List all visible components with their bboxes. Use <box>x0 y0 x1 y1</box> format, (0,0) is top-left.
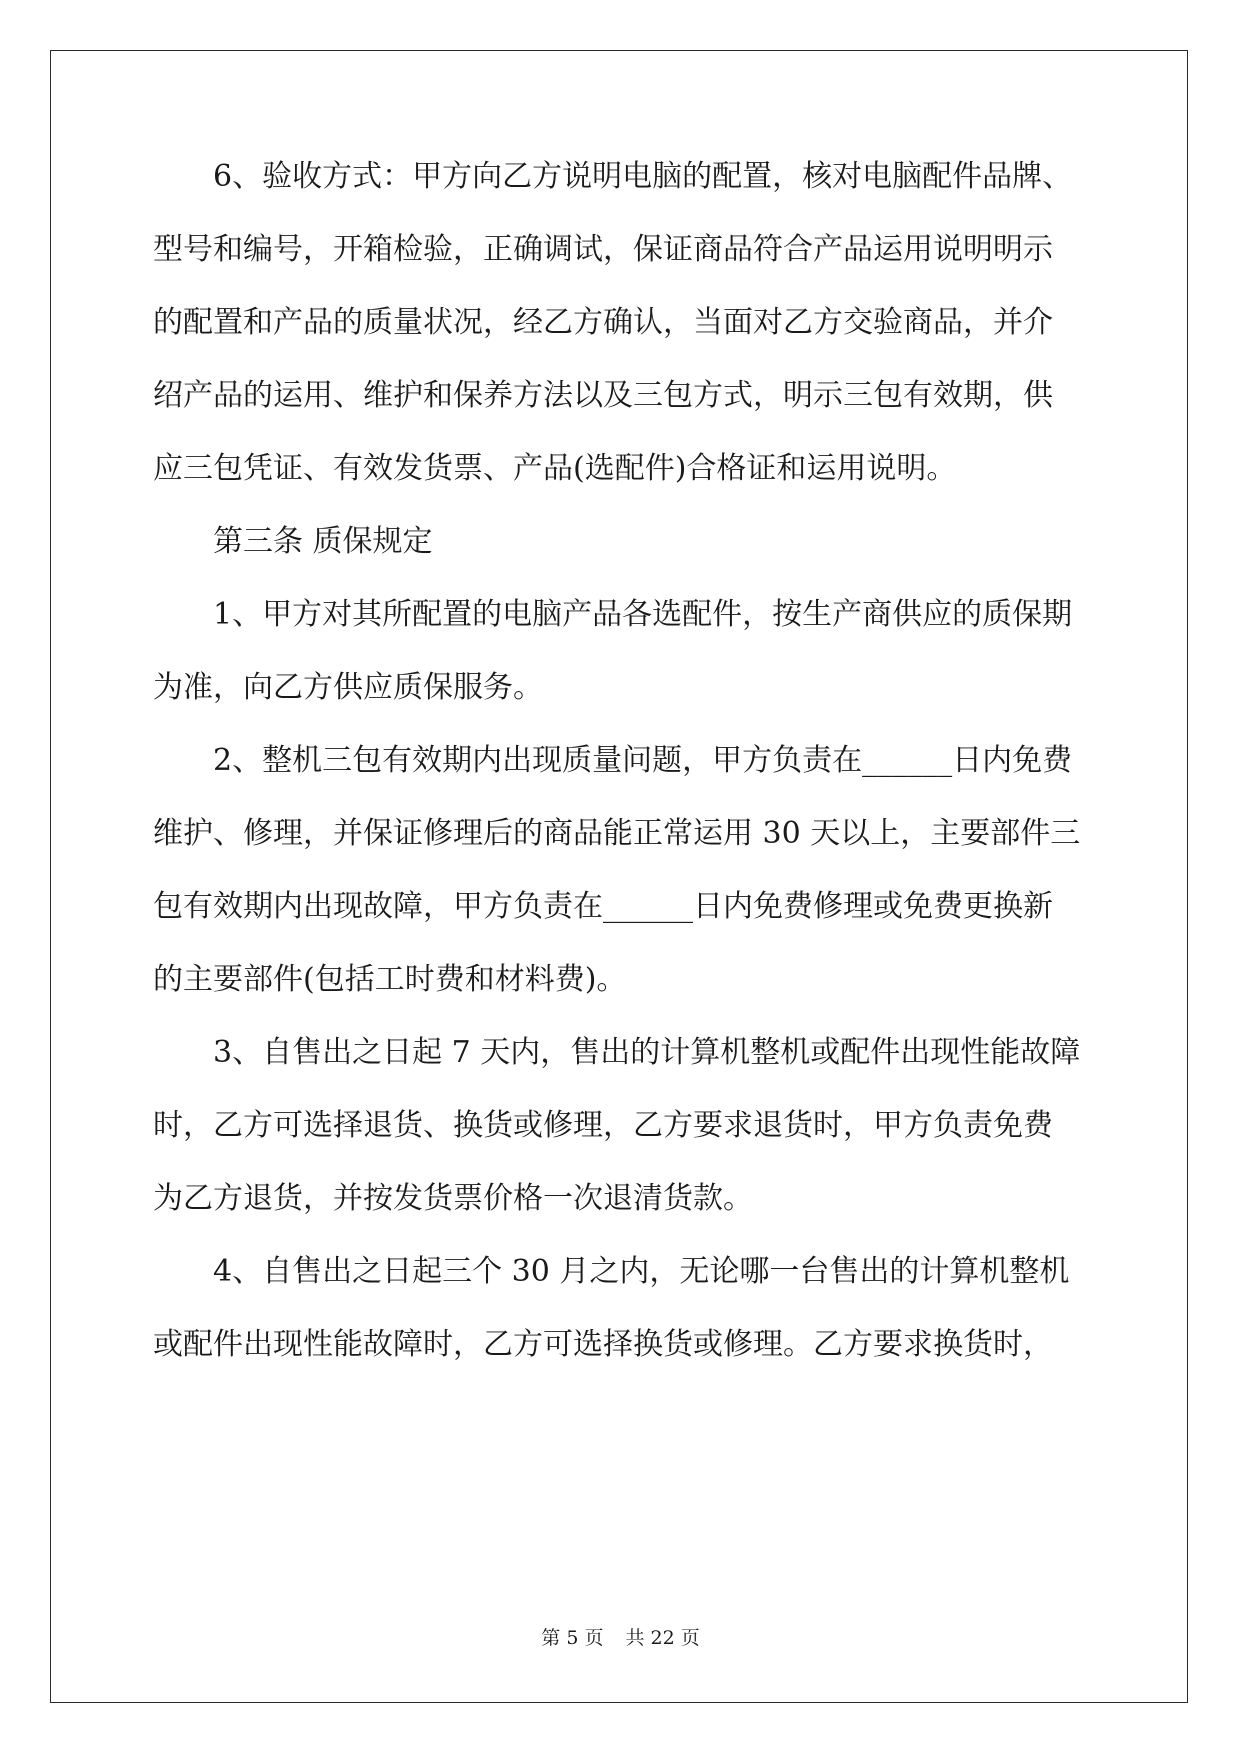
text-line: 的配置和产品的质量状况，经乙方确认，当面对乙方交验商品，并介 <box>153 305 1053 340</box>
text-line: 6、验收方式：甲方向乙方说明电脑的配置，核对电脑配件品牌、 <box>213 159 1073 194</box>
text-line: 为乙方退货，并按发货票价格一次退清货款。 <box>153 1181 753 1216</box>
page-border <box>50 50 1188 1703</box>
text-line: 包有效期内出现故障，甲方负责在______日内免费修理或免费更换新 <box>153 889 1053 924</box>
text-line: 为准，向乙方供应质保服务。 <box>153 670 543 705</box>
text-line: 1、甲方对其所配置的电脑产品各选配件，按生产商供应的质保期 <box>213 597 1073 632</box>
text-line: 时，乙方可选择退货、换货或修理，乙方要求退货时，甲方负责免费 <box>153 1108 1053 1143</box>
text-line: 或配件出现性能故障时，乙方可选择换货或修理。乙方要求换货时， <box>153 1327 1053 1362</box>
text-line: 绍产品的运用、维护和保养方法以及三包方式，明示三包有效期，供 <box>153 378 1053 413</box>
text-line: 3、自售出之日起 7 天内，售出的计算机整机或配件出现性能故障 <box>213 1035 1081 1070</box>
page-number: 第 5 页 <box>541 1627 604 1649</box>
page-footer <box>0 1626 1241 1650</box>
text-line: 2、整机三包有效期内出现质量问题，甲方负责在______日内免费 <box>213 743 1073 778</box>
page-total: 共 22 页 <box>625 1627 700 1649</box>
section-heading: 第三条 质保规定 <box>213 524 433 559</box>
text-line: 的主要部件(包括工时费和材料费)。 <box>153 962 627 997</box>
text-line: 维护、修理，并保证修理后的商品能正常运用 30 天以上，主要部件三 <box>153 816 1081 851</box>
text-line: 型号和编号，开箱检验，正确调试，保证商品符合产品运用说明明示 <box>153 232 1053 267</box>
text-line: 4、自售出之日起三个 30 月之内，无论哪一台售出的计算机整机 <box>213 1254 1070 1289</box>
text-line: 应三包凭证、有效发货票、产品(选配件)合格证和运用说明。 <box>153 451 957 486</box>
